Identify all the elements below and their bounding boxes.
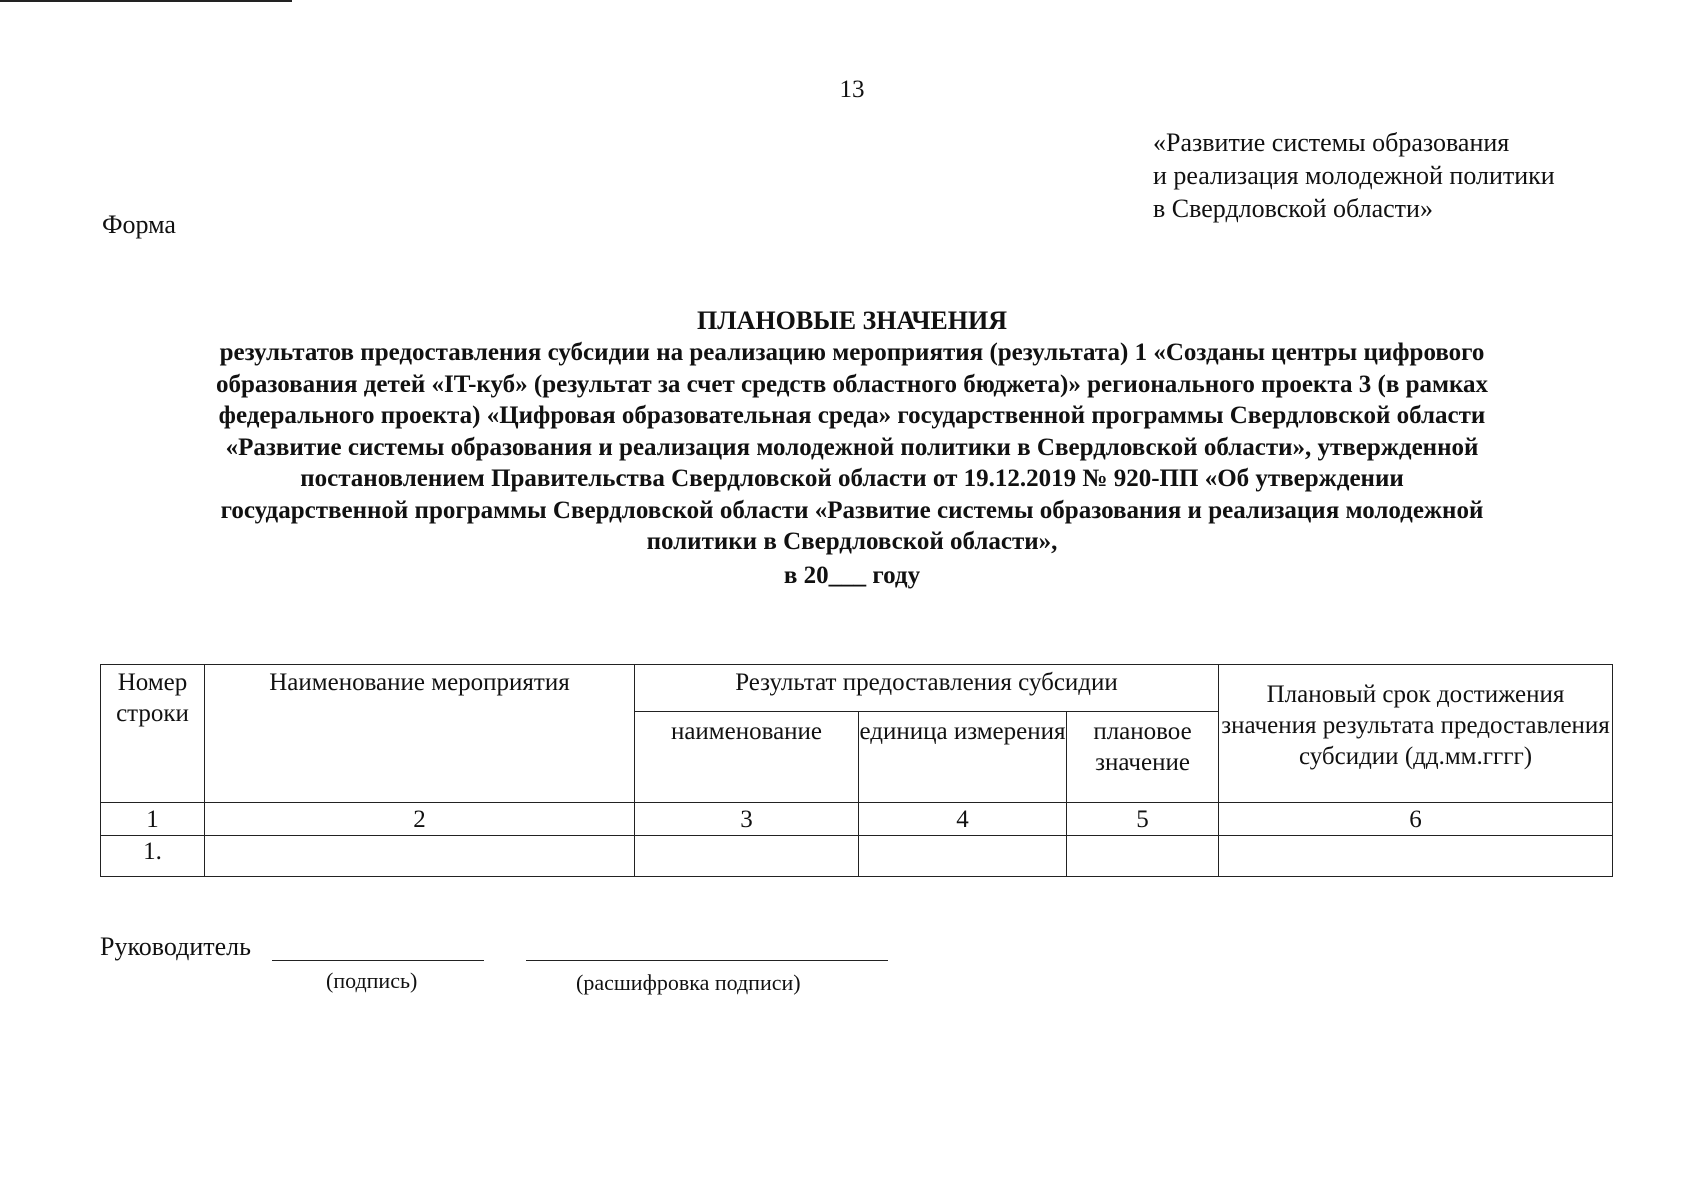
header-deadline: Плановый срок достижения значения результата предоставления субсидии (дд.мм.гггг)	[1219, 665, 1613, 803]
signature-caption: (подпись)	[326, 968, 418, 993]
signature-decoding-line[interactable]	[526, 960, 888, 961]
heading-line: государственной программы Свердловской области «Развитие системы образования и реализация молодежной	[220, 496, 1484, 524]
heading-title: ПЛАНОВЫЕ ЗНАЧЕНИЯ	[697, 306, 1007, 335]
column-number: 3	[635, 803, 859, 836]
column-number: 5	[1067, 803, 1219, 836]
deadline-cell[interactable]	[1219, 836, 1613, 877]
header-result-group: Результат предоставления субсидии	[635, 665, 1219, 712]
signature-decoding-caption: (расшифровка подписи)	[576, 970, 801, 995]
row-number-cell: 1.	[101, 836, 205, 877]
header-event-name: Наименование мероприятия	[205, 665, 635, 803]
column-number: 2	[205, 803, 635, 836]
signature-line[interactable]	[272, 960, 484, 961]
heading-line: постановлением Правительства Свердловской области от 19.12.2019 № 920-ПП «Об утверждении	[300, 465, 1404, 492]
column-number: 1	[101, 803, 205, 836]
unit-cell[interactable]	[859, 836, 1067, 877]
program-reference	[1153, 126, 1555, 225]
event-name-cell[interactable]	[205, 836, 635, 877]
heading-year-line: в 20___ году	[783, 561, 921, 589]
heading-line: результатов предоставления субсидии на реализацию мероприятия (результата) 1 «Созданы центры цифрового	[219, 339, 1485, 366]
planned-value-cell[interactable]	[1067, 836, 1219, 877]
column-number-row	[101, 803, 1613, 836]
result-name-cell[interactable]	[635, 836, 859, 877]
header-result-name: наименование	[635, 712, 859, 803]
program-reference-line: и реализация молодежной политики	[1153, 161, 1555, 190]
header-row-number: Номер строки	[101, 665, 205, 803]
header-planned-value: плановое значение	[1067, 712, 1219, 803]
page-number: 13	[839, 76, 865, 103]
signature-block	[100, 928, 900, 998]
scan-artifact-line	[0, 0, 292, 2]
heading-line: политики в Свердловской области»,	[646, 528, 1058, 555]
heading-line: «Развитие системы образования и реализация молодежной политики в Свердловской области», утвержденной	[225, 433, 1479, 461]
program-reference-line: в Свердловской области»	[1153, 194, 1433, 223]
signature-label: Руководитель	[100, 932, 251, 961]
heading-line: федерального проекта) «Цифровая образовательная среда» государственной программы Свердловской области	[218, 402, 1486, 429]
planned-values-table	[100, 664, 1613, 877]
header-unit: единица измерения	[859, 712, 1067, 803]
table-row	[101, 836, 1613, 877]
column-number: 6	[1219, 803, 1613, 836]
column-number: 4	[859, 803, 1067, 836]
heading-line: образования детей «IT-куб» (результат за счет средств областного бюджета)» регионального проекта 3 (в рамках	[215, 370, 1489, 398]
program-reference-line: «Развитие системы образования	[1153, 128, 1510, 157]
form-label: Форма	[102, 210, 176, 239]
document-heading	[100, 305, 1604, 591]
